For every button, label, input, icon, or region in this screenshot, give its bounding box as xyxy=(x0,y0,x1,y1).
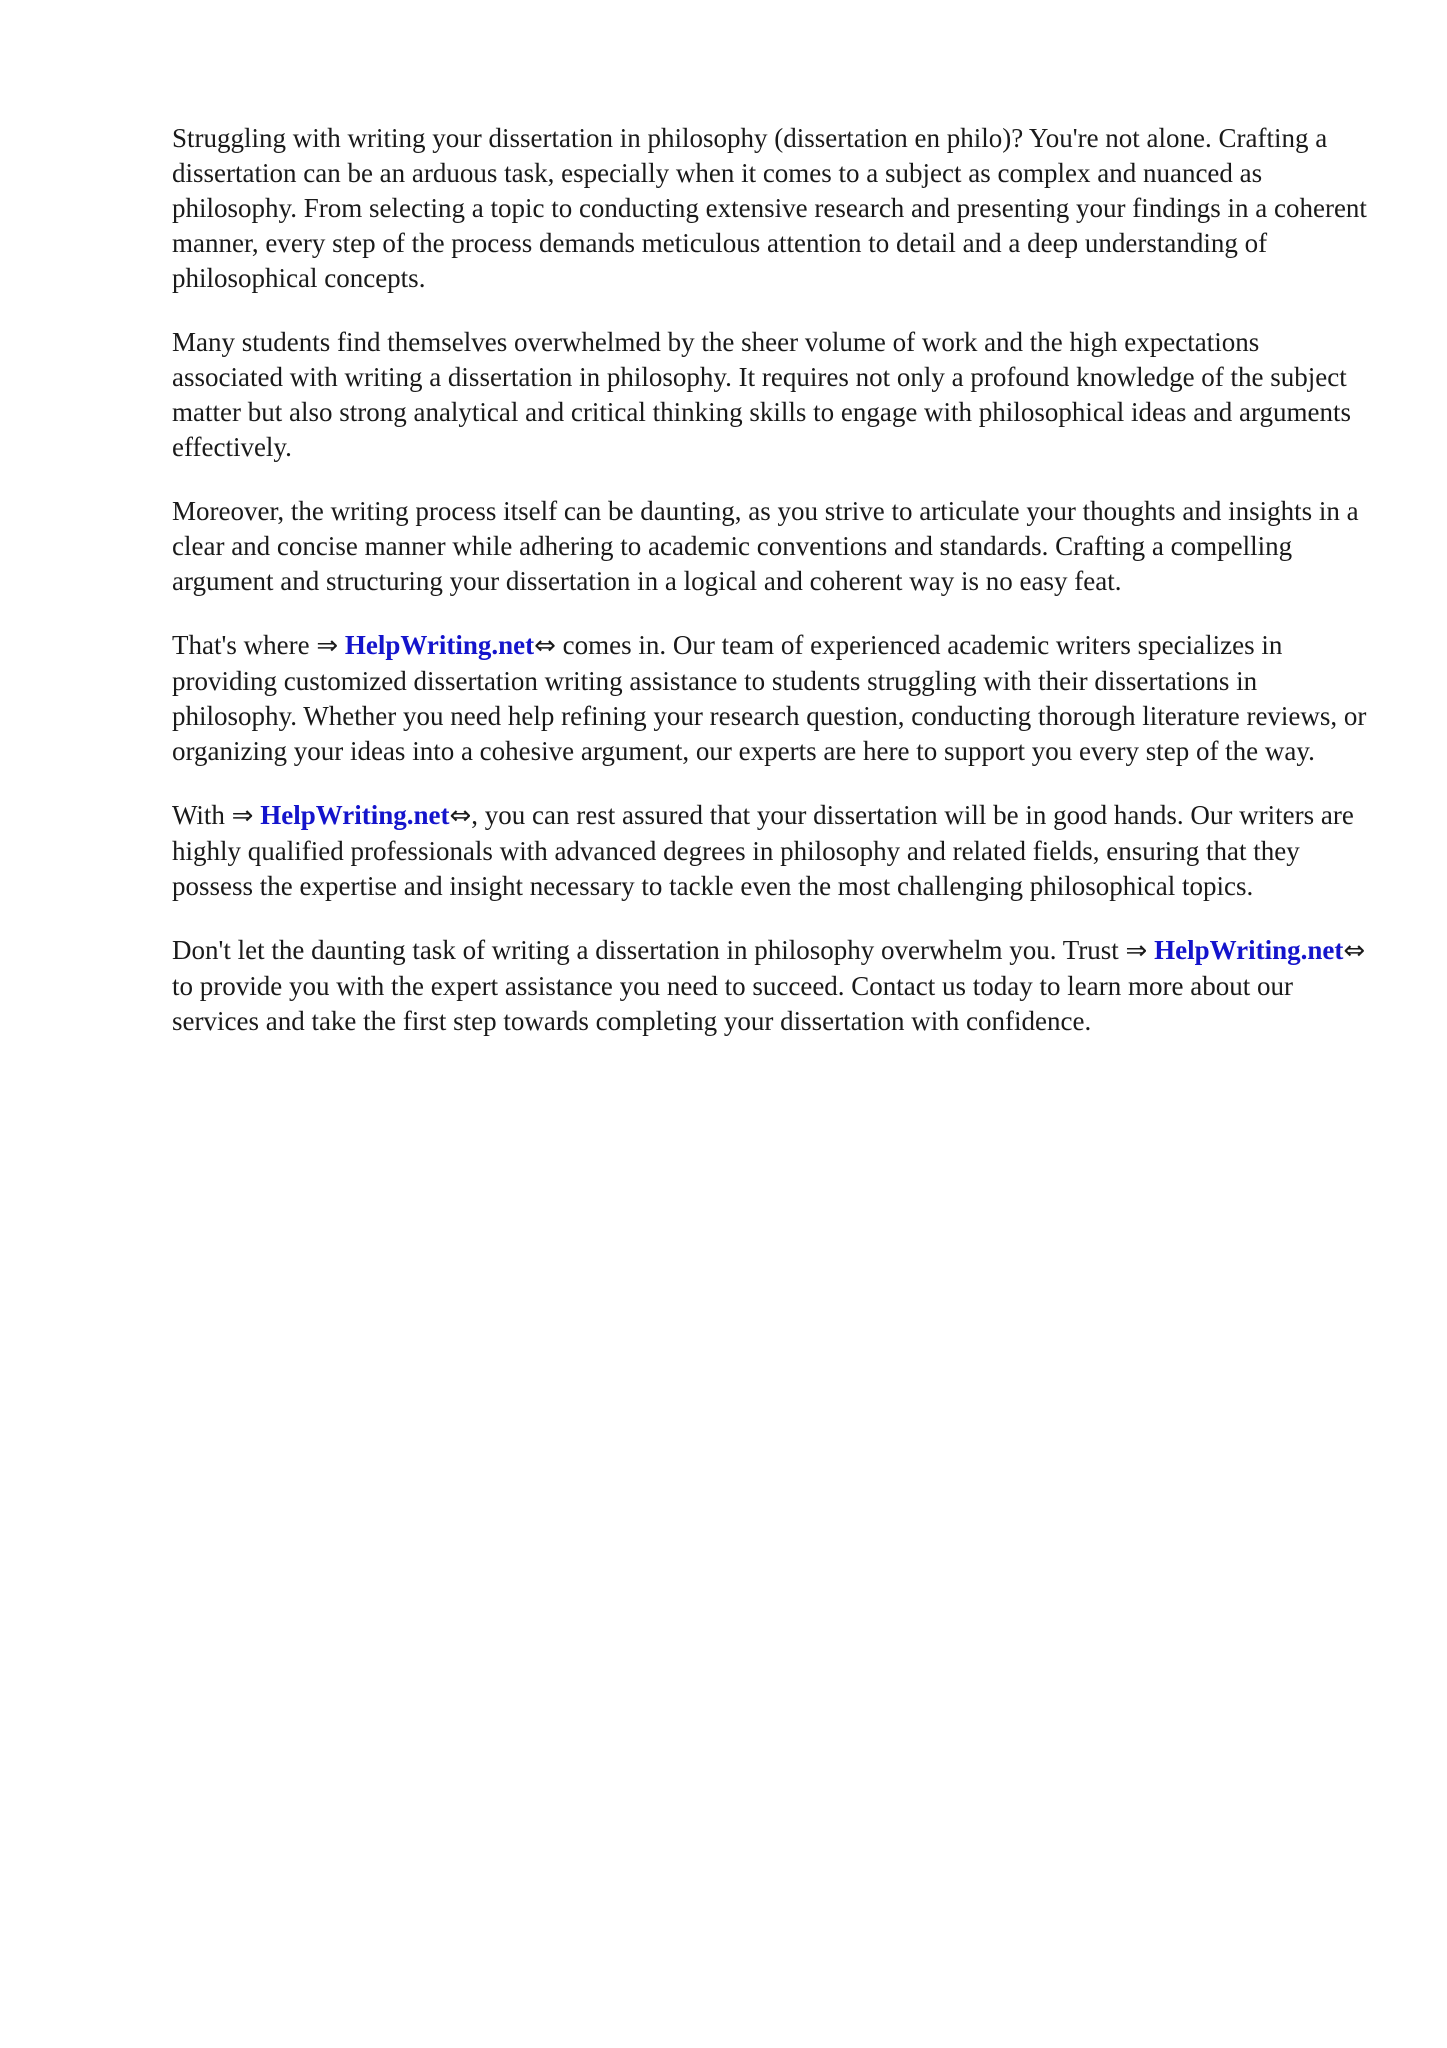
paragraph-intro: Struggling with writing your dissertation in philosophy (dissertation en philo)? You're not alone. Crafting a dissertation can be an arduous task, especially when it comes to a subject as complex and nuanced as philosophy. From selecting a topic to conducting extensive research and presenting your findings in a coherent manner, every step of the process demands meticulous attention to detail and a deep understanding of philosophical concepts. xyxy=(172,123,1367,293)
left-right-double-arrow-icon: ⇔ xyxy=(1343,936,1366,966)
helpwriting-link[interactable]: HelpWriting.net xyxy=(260,800,450,830)
paragraph-qualifications-tail: , you can rest assured that your dissertation will be in good hands. Our writers are highly qualified professionals with advanced degrees in philosophy and related fields, ensuring that they possess the expertise and insight necessary to tackle even the most challenging philosophical topics. xyxy=(172,800,1354,901)
paragraph-service-intro-lead: That's where xyxy=(172,630,317,660)
left-right-double-arrow-icon: ⇔ xyxy=(449,801,472,831)
paragraph-qualifications-lead: With xyxy=(172,800,232,830)
right-double-arrow-icon: ⇒ xyxy=(231,801,254,831)
paragraph-call-to-action xyxy=(172,933,1370,1039)
right-double-arrow-icon: ⇒ xyxy=(316,631,339,661)
paragraph-qualifications xyxy=(172,798,1370,904)
left-right-double-arrow-icon: ⇔ xyxy=(534,631,556,661)
paragraph-service-intro xyxy=(172,628,1370,769)
helpwriting-link[interactable]: HelpWriting.net xyxy=(1154,935,1344,965)
document-body xyxy=(172,121,1370,1068)
helpwriting-link[interactable]: HelpWriting.net xyxy=(344,630,535,660)
paragraph-challenges: Many students find themselves overwhelmed by the sheer volume of work and the high expectations associated with writing a dissertation in philosophy. It requires not only a profound knowledge of the subject matter but also strong analytical and critical thinking skills to engage with philosophical ideas and arguments effectively. xyxy=(172,327,1351,462)
paragraph-writing-process: Moreover, the writing process itself can be daunting, as you strive to articulate your thoughts and insights in a clear and concise manner while adhering to academic conventions and standards. Crafting a compelling argument and structuring your dissertation in a logical and coherent way is no easy feat. xyxy=(172,496,1359,596)
paragraph-service-intro-tail: comes in. Our team of experienced academic writers specializes in providing customized dissertation writing assistance to students struggling with their dissertations in philosophy. Whether you need help refining your research question, conducting thorough literature reviews, or organizing your ideas into a cohesive argument, our experts are here to support you every step of the way. xyxy=(172,630,1367,766)
right-double-arrow-icon: ⇒ xyxy=(1125,936,1148,966)
paragraph-call-to-action-lead: Don't let the daunting task of writing a dissertation in philosophy overwhelm you. Trust xyxy=(172,935,1126,965)
paragraph-call-to-action-tail: to provide you with the expert assistance you need to succeed. Contact us today to learn more about our services and take the first step towards completing your dissertation with confidence. xyxy=(172,971,1293,1036)
